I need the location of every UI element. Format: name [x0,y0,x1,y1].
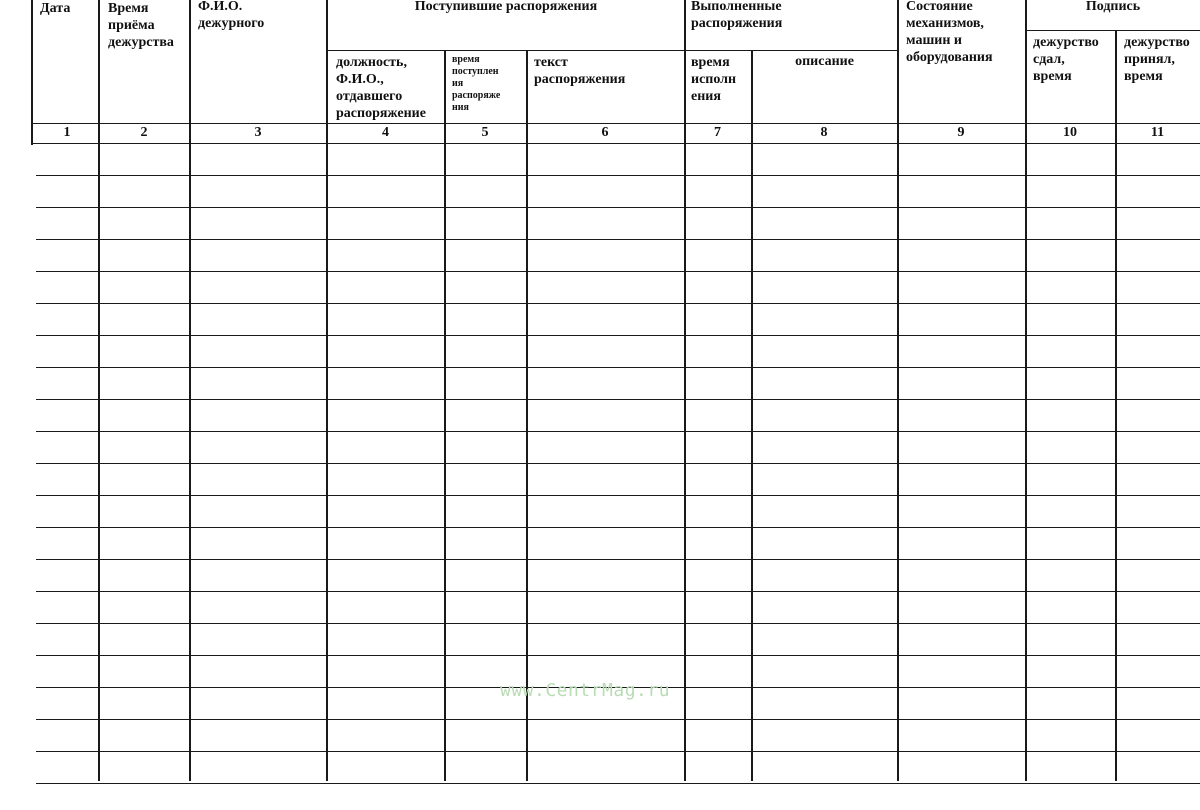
header-line: Ф.И.О., [336,72,384,87]
header-line: механизмов, [906,16,984,31]
header-line: дежурство [1124,35,1190,50]
header-line: Выполненные [691,0,782,14]
column-number-7: 7 [714,125,721,140]
row-border [36,559,1200,560]
row-border [36,271,1200,272]
row-border [36,783,1200,784]
header-line: сдал, [1033,52,1065,67]
row-border [36,239,1200,240]
header-line: дежурства [108,35,174,50]
header-line: должность, [336,55,407,70]
header-receipt-time [452,54,500,114]
column-number-1: 1 [63,125,71,140]
header-accepted [1124,34,1190,85]
header-line: распоряжения [534,72,626,87]
header-order-text [534,54,625,88]
row-border [31,143,1200,144]
column-border [326,0,328,781]
header-line: время [691,55,730,70]
header-line: ения [691,89,721,104]
column-border [189,0,191,781]
header-line: исполн [691,72,737,87]
column-border [751,50,753,781]
row-border [36,495,1200,496]
column-border [1025,0,1027,781]
header-shift-time [108,0,174,51]
row-border [36,591,1200,592]
column-number-6: 6 [601,125,609,140]
header-line: поступлен [452,66,499,77]
row-border [36,175,1200,176]
header-line: время [1033,69,1072,84]
column-number-11: 11 [1150,125,1165,140]
header-completed-orders [691,0,782,32]
header-line: текст [534,55,568,70]
header-handed-over [1033,34,1099,85]
header-line: Состояние [906,0,973,14]
header-description: описание [795,54,854,69]
column-border [444,50,446,781]
header-line: Ф.И.О. [198,0,243,14]
row-border [36,399,1200,400]
row-border [36,527,1200,528]
header-line: принял, [1124,52,1175,67]
column-number-8: 8 [820,125,828,140]
row-border [36,367,1200,368]
header-line: машин и [906,33,962,48]
column-border [526,50,528,781]
header-duty-name [198,0,264,32]
header-line: время [1124,69,1163,84]
header-date: Дата [40,1,71,16]
column-number-3: 3 [254,125,262,140]
header-line: дежурного [198,16,265,31]
row-border [36,719,1200,720]
row-border [36,207,1200,208]
group-header-border [684,50,897,51]
header-line: оборудования [906,50,993,65]
row-border [36,751,1200,752]
row-border [36,655,1200,656]
header-equipment-state [906,0,993,66]
row-border [36,623,1200,624]
group-header-border [1025,30,1200,31]
column-border [897,0,899,781]
header-line: ния [452,102,469,113]
row-border [36,463,1200,464]
column-border [98,0,100,781]
column-border [684,0,686,781]
header-execution-time [691,54,736,105]
row-border [36,335,1200,336]
header-signature: Подпись [1085,0,1141,14]
group-header-border [326,50,684,51]
header-line: приёма [108,18,155,33]
header-received-orders: Поступившие распоряжения [414,0,598,14]
header-line: Время [108,1,149,16]
column-number-10: 10 [1063,125,1077,140]
column-number-9: 9 [957,125,965,140]
header-position-name [336,54,426,122]
header-line: распоряжения [691,16,783,31]
header-line: распоряже [452,90,501,101]
header-line: время [452,54,480,65]
column-number-5: 5 [481,125,489,140]
header-line: дежурство [1033,35,1099,50]
header-line: отдавшего [336,89,403,104]
header-line: ия [452,78,464,89]
watermark-text: www.CentrMag.ru [500,680,671,701]
row-border [36,431,1200,432]
column-number-4: 4 [382,125,389,140]
header-line: распоряжение [336,106,426,121]
column-number-2: 2 [140,125,148,140]
row-border [36,303,1200,304]
